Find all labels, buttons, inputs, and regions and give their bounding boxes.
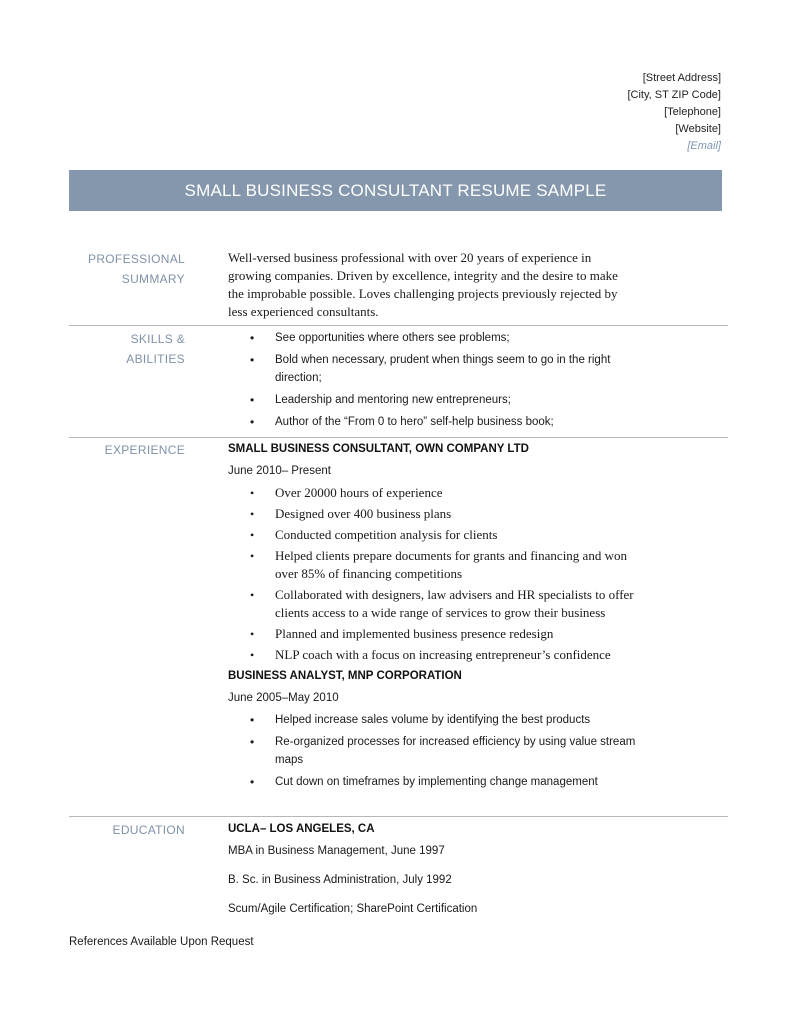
- job-dates: June 2010– Present: [228, 465, 331, 477]
- email: [Email]: [687, 140, 721, 152]
- summary-label-line1: PROFESSIONAL: [88, 252, 185, 266]
- section-education: [69, 816, 728, 915]
- resume-title: SMALL BUSINESS CONSULTANT RESUME SAMPLE: [184, 181, 607, 200]
- section-label-experience: EXPERIENCE: [104, 443, 185, 457]
- school-name: UCLA– LOS ANGELES, CA: [228, 823, 375, 835]
- section-experience: [69, 437, 728, 788]
- list-item: • Designed over 400 business plans: [228, 505, 648, 523]
- street-address: [Street Address]: [642, 72, 721, 84]
- city-state-zip: [City, ST ZIP Code]: [627, 89, 721, 101]
- list-item: • Leadership and mentoring new entrepreneurs;: [228, 391, 638, 409]
- education-content: [228, 820, 648, 918]
- resume-title-banner: [69, 170, 722, 211]
- section-label-skills: SKILLS & ABILITIES: [126, 332, 185, 366]
- section-label-summary: [69, 249, 185, 289]
- summary-label-line2: SUMMARY: [121, 272, 185, 286]
- contact-block: [627, 70, 721, 155]
- list-item: • Collaborated with designers, law advisers and HR specialists to offer clients access to a wide range of services to grow their business: [228, 586, 648, 622]
- list-item: • Cut down on timeframes by implementing change management: [228, 773, 648, 791]
- degree: MBA in Business Management, June 1997: [228, 845, 445, 857]
- job-title: SMALL BUSINESS CONSULTANT, OWN COMPANY LTD: [228, 443, 529, 455]
- experience-content: [228, 440, 648, 791]
- job-title: BUSINESS ANALYST, MNP CORPORATION: [228, 670, 462, 682]
- list-item: • Over 20000 hours of experience: [228, 484, 648, 502]
- summary-text: Well-versed business professional with over 20 years of experience in growing companies. Driven by excellence, integrity and the desire to make the improbable possible. Loves challenging projects previously rejected by less experienced consultants.: [228, 250, 618, 319]
- skills-list: [228, 329, 638, 431]
- list-item: • NLP coach with a focus on increasing entrepreneur’s confidence: [228, 646, 648, 664]
- certification: Scum/Agile Certification; SharePoint Certification: [228, 903, 478, 915]
- list-item: • Helped clients prepare documents for grants and financing and won over 85% of financing competitions: [228, 547, 648, 583]
- list-item: • Conducted competition analysis for clients: [228, 526, 648, 544]
- list-item: • Planned and implemented business presence redesign: [228, 625, 648, 643]
- list-item: • Re-organized processes for increased efficiency by using value stream maps: [228, 733, 648, 769]
- job-dates: June 2005–May 2010: [228, 692, 339, 704]
- list-item: • Author of the “From 0 to hero” self-help business book;: [228, 413, 638, 431]
- telephone: [Telephone]: [664, 106, 721, 118]
- list-item: • Bold when necessary, prudent when things seem to go in the right direction;: [228, 351, 638, 387]
- list-item: • See opportunities where others see problems;: [228, 329, 638, 347]
- list-item: • Helped increase sales volume by identifying the best products: [228, 711, 648, 729]
- section-label-education: EDUCATION: [112, 823, 185, 837]
- website: [Website]: [675, 123, 721, 135]
- job-bullets: [228, 711, 648, 791]
- job-bullets: [228, 484, 648, 664]
- section-skills: [69, 325, 728, 428]
- references-note: References Available Upon Request: [69, 936, 254, 948]
- degree: B. Sc. in Business Administration, July 1992: [228, 874, 452, 886]
